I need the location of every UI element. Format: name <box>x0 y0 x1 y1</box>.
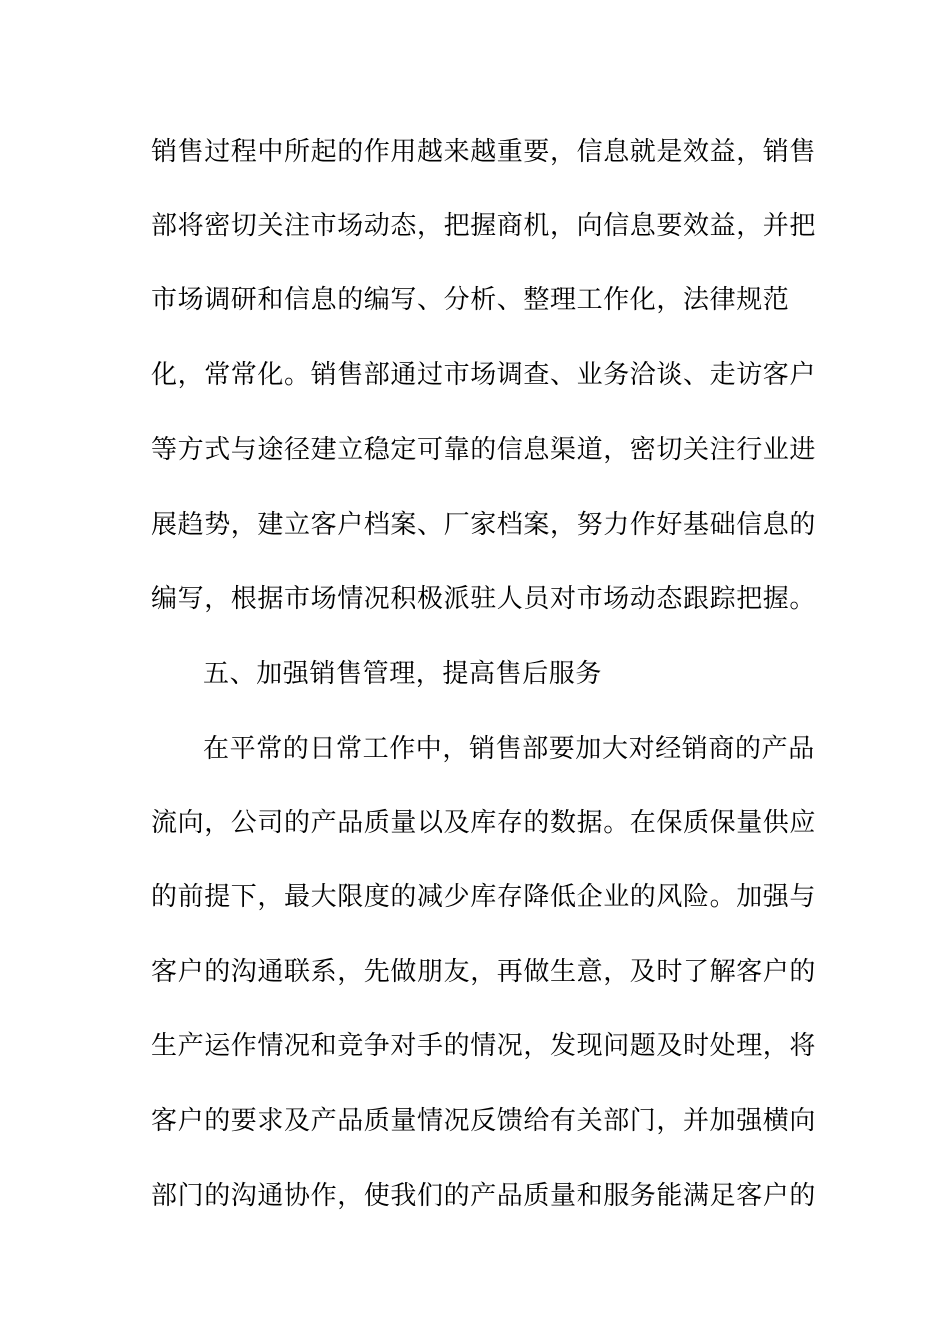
text-line: 客户的沟通联系，先做朋友，再做生意，及时了解客户的 <box>151 957 817 987</box>
text-line: 流向，公司的产品质量以及库存的数据。在保质保量供应 <box>151 808 817 838</box>
paragraph-first-line: 在平常的日常工作中，销售部要加大对经销商的产品 <box>203 734 815 764</box>
text-line: 客户的要求及产品质量情况反馈给有关部门，并加强横向 <box>151 1106 817 1136</box>
text-line: 化，常常化。销售部通过市场调查、业务洽谈、走访客户 <box>151 360 817 390</box>
section-heading: 五、加强销售管理，提高售后服务 <box>203 659 603 689</box>
text-line: 生产运作情况和竞争对手的情况，发现问题及时处理，将 <box>151 1031 817 1061</box>
text-line: 市场调研和信息的编写、分析、整理工作化，法律规范 <box>151 285 790 315</box>
text-line: 展趋势，建立客户档案、厂家档案，努力作好基础信息的 <box>151 510 817 540</box>
text-line: 部门的沟通协作，使我们的产品质量和服务能满足客户的 <box>151 1181 817 1211</box>
text-line: 编写，根据市场情况积极派驻人员对市场动态跟踪把握。 <box>151 584 817 614</box>
text-line: 销售过程中所起的作用越来越重要，信息就是效益，销售 <box>151 137 817 167</box>
text-line: 的前提下，最大限度的减少库存降低企业的风险。加强与 <box>151 882 817 912</box>
text-line: 部将密切关注市场动态，把握商机，向信息要效益，并把 <box>151 211 817 241</box>
text-line: 等方式与途径建立稳定可靠的信息渠道，密切关注行业进 <box>151 435 817 465</box>
